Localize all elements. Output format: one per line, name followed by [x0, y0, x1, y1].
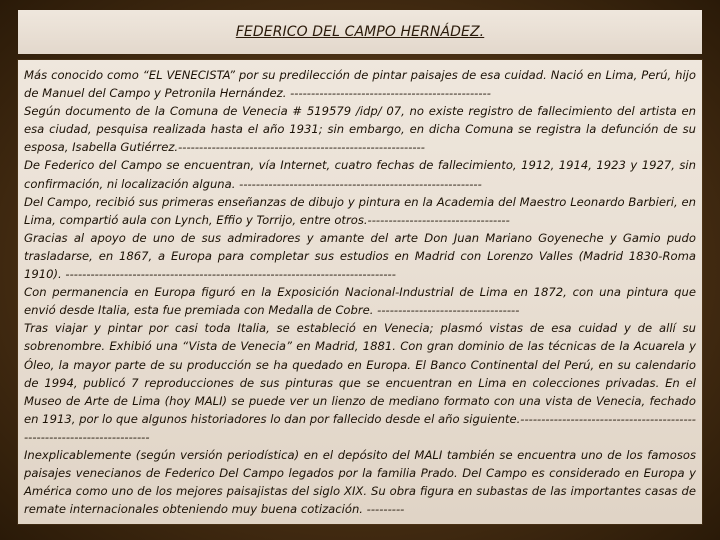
- biography-text: [24, 66, 696, 518]
- paragraph: Del Campo, recibió sus primeras enseñanzas de dibujo y pintura en la Academia del Maestro Leonardo Barbieri, en Lima, compartió aula con Lynch, Effio y Torrijo, entre otros.----------------------------------: [24, 194, 696, 227]
- slide-title: FEDERICO DEL CAMPO HERNÁDEZ.: [235, 24, 485, 40]
- title-box: [18, 10, 702, 54]
- paragraph: De Federico del Campo se encuentran, vía Internet, cuatro fechas de fallecimiento, 1912, 1914, 1923 y 1927, sin confirmación, ni localización alguna. ----------------------------------------------------------: [24, 158, 696, 191]
- paragraph: Con permanencia en Europa figuró en la Exposición Nacional-Industrial de Lima en 1872, con una pintura que envió desde Italia, esta fue premiada con Medalla de Cobre. ----------------------------------: [24, 285, 696, 318]
- paragraph: Según documento de la Comuna de Venecia # 519579 /idp/ 07, no existe registro de fallecimiento del artista en esa ciudad, pesquisa realizada hasta el año 1931; sin embargo, en dicha Comuna se registra la defunción de su esposa, Isabella Gutiérrez.-----------------------------------------------------------: [24, 104, 696, 155]
- paragraph: Tras viajar y pintar por casi toda Italia, se estableció en Venecia; plasmó vistas de esa cuidad y de allí su sobrenombre. Exhibió una “Vista de Venecia” en Madrid, 1881. Con gran dominio de las técnicas de la Acuarela y Óleo, la mayor parte de su producción se ha quedado en Europa. El Banco Continental del Perú, en su calendario de 1994, publicó 7 reproducciones de sus pinturas que se encuentran en Lima en colecciones privadas. En el Museo de Arte de Lima (hoy MALI) se puede ver un lienzo de mediano formato con una vista de Venecia, fechado en 1913, por lo que algunos historiadores lo dan por fallecido desde el año siguiente.------------------------------------------------------------------------: [24, 321, 696, 444]
- paragraph: Gracias al apoyo de uno de sus admiradores y amante del arte Don Juan Mariano Goyeneche y Gamio pudo trasladarse, en 1867, a Europa para completar sus estudios en Madrid con Lorenzo Valles (Madrid 1830-Roma 1910). -------------------------------------------------------------------------------: [24, 230, 696, 282]
- body-box: [18, 60, 702, 524]
- paragraph: Inexplicablemente (según versión periodística) en el depósito del MALI también se encuentra uno de los famosos paisajes venecianos de Federico Del Campo legados por la familia Prado. Del Campo es considerado en Europa y América como uno de los mejores paisajistas del siglo XIX. Su obra figura en subastas de las importantes casas de remate internacionales obteniendo muy buena cotización. ---------: [24, 447, 696, 517]
- paragraph: Más conocido como “EL VENECISTA” por su predilección de pintar paisajes de esa cuidad. Nació en Lima, Perú, hijo de Manuel del Campo y Petronila Hernández. ------------------------------------------------: [24, 68, 696, 101]
